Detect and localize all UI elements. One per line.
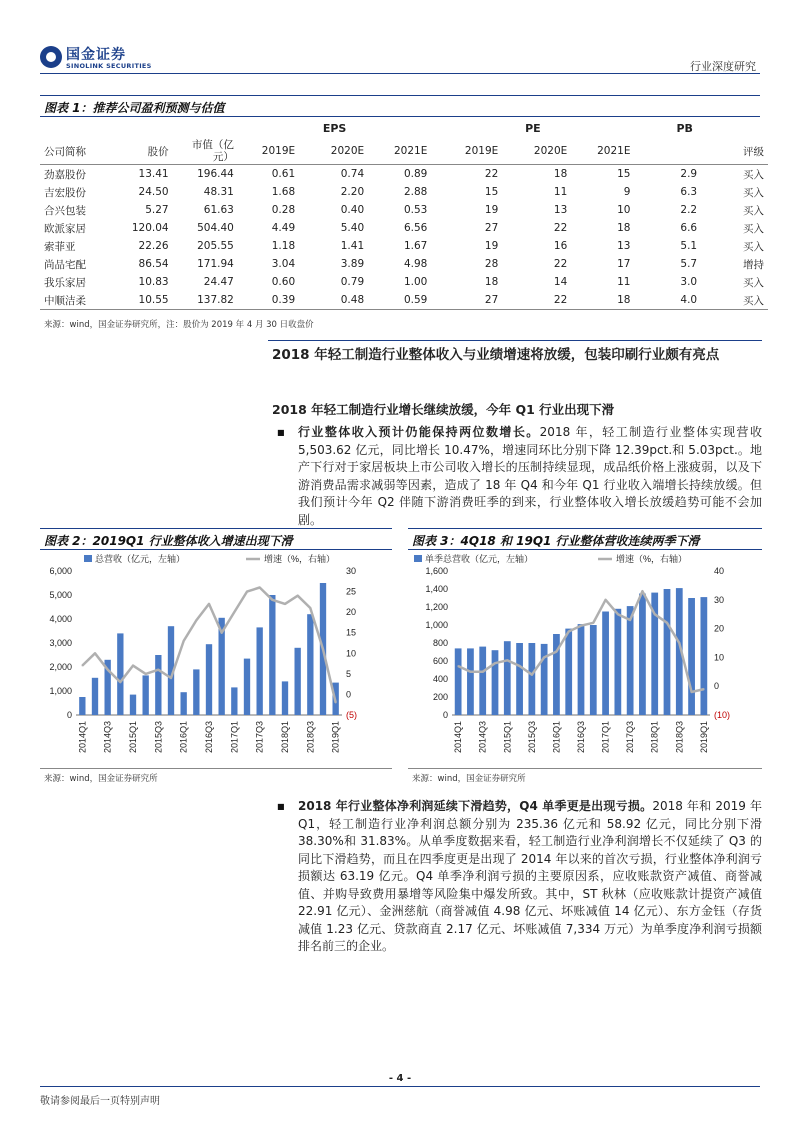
bar [130, 695, 136, 715]
y-right-tick-label: 30 [714, 594, 725, 605]
x-tick-label: 2018Q3 [305, 721, 316, 754]
table-cell: 61.63 [203, 204, 234, 216]
y-left-tick-label: 0 [66, 710, 72, 720]
col-header: 2021E [597, 145, 631, 157]
group-eps: EPS [322, 121, 347, 135]
table-row [40, 255, 768, 273]
table-row [40, 273, 768, 291]
table-cell: 0.74 [340, 168, 365, 180]
table-cell: 48.31 [203, 186, 234, 198]
table-cell: 18 [553, 168, 568, 180]
table-cell: 11 [553, 186, 568, 198]
table-cell: 205.55 [197, 240, 234, 252]
growth-point [145, 673, 147, 675]
table-cell: 5.7 [680, 258, 698, 270]
table-cell: 0.39 [271, 294, 296, 306]
company-name: 索菲亚 [44, 240, 76, 253]
table1-title: 图表 1：推荐公司盈利预测与估值 [44, 101, 225, 115]
bar [664, 589, 671, 715]
bar [627, 606, 634, 715]
bar [492, 650, 499, 715]
bar [578, 624, 585, 715]
table-row [40, 237, 768, 255]
bar [504, 641, 511, 715]
bar [700, 597, 707, 715]
growth-point [556, 651, 558, 653]
growth-point [506, 659, 508, 661]
bar [295, 648, 301, 715]
table-cell: 27 [484, 294, 499, 306]
table-cell: 18 [617, 294, 631, 306]
growth-point [592, 622, 594, 624]
bar [516, 643, 523, 715]
table-cell: 4.0 [680, 294, 698, 306]
col-header: 2019E [464, 145, 499, 157]
header-rule [40, 73, 760, 74]
table-cell: 14 [553, 276, 568, 288]
y-left-tick-label: 200 [432, 692, 448, 702]
y-right-tick-label: 10 [346, 648, 357, 659]
bar [614, 609, 621, 715]
table-cell: 4.49 [271, 222, 296, 234]
growth-point [678, 642, 680, 644]
x-tick-label: 2014Q3 [477, 721, 488, 754]
table-cell: 17 [617, 258, 631, 270]
growth-point [654, 613, 656, 615]
table-row [40, 165, 768, 184]
bar [541, 644, 548, 715]
page-number: - 4 - [388, 1073, 412, 1084]
col-header: 公司简称 [44, 145, 86, 158]
growth-point [519, 665, 521, 667]
growth-point [494, 662, 496, 664]
chart2-source: 来源：wind，国金证券研究所 [44, 774, 158, 784]
x-tick-label: 2016Q3 [576, 721, 586, 754]
x-tick-label: 2015Q3 [153, 721, 164, 754]
table-cell: 1.41 [340, 240, 365, 252]
growth-point [666, 622, 668, 624]
x-tick-label: 2017Q3 [254, 721, 265, 754]
table-column-header [40, 138, 768, 165]
disclaimer-note: 敬请参阅最后一页特别声明 [40, 1096, 160, 1107]
paragraph-lead: 2018 年行业整体净利润延续下滑趋势，Q4 单季更是出现亏损。 [298, 799, 653, 813]
legend-label: 增速（%，右轴） [616, 554, 688, 564]
y-left-tick-label: 1,400 [425, 584, 448, 594]
table-cell: 2.2 [680, 204, 698, 216]
growth-point [310, 607, 312, 609]
group-pe: PE [525, 121, 541, 135]
growth-point [322, 648, 324, 650]
table-cell: 2.20 [340, 186, 365, 198]
y-left-tick-label: 1,000 [49, 686, 72, 696]
bar [79, 697, 85, 715]
y-left-tick-label: 800 [432, 638, 448, 648]
section-rule [268, 340, 762, 341]
paragraph-body: 2018 年和 2019 年 Q1，轻工制造行业净利润总额分别为 235.36 亿元和 58.92 亿元，同比分别下滑 38.30%和 31.83%。从单季度数据来看，轻工制造行业净利润增长不仅延续了 Q3 的同比下滑趋势，而且在四季度更是出现了 2014 年以来的首次亏损，行业整体净利润亏损额达 63.19 亿元。Q4 单季净利润亏损的主要原因系，应收账款资产减值、商誉减值、并购导致费用暴增等风险集中爆发所致。其中，ST 秋林（应收账款计提资产减值 22.91 亿元）、金洲慈航（商誉减值 4.98 亿元、坏账减值 14 亿元）、东方金钰（存货减值 1.23 亿元、贷款商直 2.17 亿元、坏账减值 7,334 万元）为单季度净利润亏损额排名前三的企业。 [298, 799, 762, 953]
table-cell: 5.40 [340, 222, 365, 234]
table-cell: 22 [553, 294, 568, 306]
growth-point [246, 591, 248, 593]
x-tick-label: 2014Q1 [77, 721, 88, 754]
rating-cell: 买入 [743, 186, 764, 199]
x-tick-label: 2015Q1 [128, 721, 138, 754]
col-header: 2020E [330, 145, 365, 157]
table-cell: 0.89 [403, 168, 428, 180]
col-header: 市值（亿元） [191, 139, 234, 163]
table-cell: 0.28 [271, 204, 296, 216]
table-row [40, 183, 768, 201]
table-cell: 4.98 [403, 258, 428, 270]
table-cell: 3.04 [271, 258, 296, 270]
table-cell: 3.0 [680, 276, 698, 288]
table-cell: 11 [617, 276, 631, 288]
bar [193, 669, 199, 715]
growth-point [335, 702, 337, 704]
growth-point [482, 671, 484, 673]
table-cell: 2.9 [680, 168, 698, 180]
x-tick-label: 2016Q3 [204, 721, 214, 754]
bar [528, 643, 535, 715]
table-row [40, 201, 768, 219]
table-cell: 27 [484, 222, 499, 234]
table-cell: 22.26 [138, 240, 169, 252]
bar [181, 692, 187, 715]
table-cell: 171.94 [197, 258, 234, 270]
col-header: 2020E [533, 145, 568, 157]
table-group-header [40, 118, 768, 138]
bar [467, 648, 474, 715]
table-cell: 28 [484, 258, 499, 270]
col-header: 评级 [743, 145, 764, 158]
x-tick-label: 2015Q1 [502, 721, 513, 754]
company-name: 吉宏股份 [44, 186, 86, 199]
paragraph-body: 2018 年，轻工制造行业整体实现营收 5,503.62 亿元，同比增长 10.47%，增速同环比分别下降 12.39pct.和 5.03pct.。地产下行对于家居板块上市公司收入增长的压制持续显现，成品纸价格上涨疲弱，以及下游消费品需求减弱等因素，造成了 18 年 Q4 和今年 Q1 行业收入端增长持续放缓。但我们预计今年 Q2 伴随下游消费旺季的到来，行业整体收入增长放缓趋势可能不会加剧。 [298, 425, 762, 527]
growth-point [208, 603, 210, 605]
table-cell: 86.54 [138, 258, 169, 270]
y-left-tick-label: 400 [432, 674, 448, 684]
group-pb: PB [676, 121, 693, 135]
chart3-title: 图表 3：4Q18 和 19Q1 行业整体营收连续两季下滑 [412, 534, 700, 548]
table-cell: 10.55 [138, 294, 169, 306]
legend-label: 总营收（亿元，左轴） [95, 554, 186, 564]
table-cell: 13.41 [138, 168, 169, 180]
table-cell: 15 [617, 168, 631, 180]
table-cell: 13 [617, 240, 631, 252]
x-tick-label: 2019Q1 [330, 721, 341, 754]
x-tick-label: 2014Q3 [102, 721, 113, 754]
y-left-tick-label: 0 [442, 710, 448, 720]
bar [92, 678, 98, 715]
y-left-tick-label: 5,000 [49, 590, 72, 600]
y-left-tick-label: 2,000 [49, 662, 72, 672]
company-name: 合兴包装 [44, 204, 86, 217]
x-tick-label: 2017Q1 [600, 721, 611, 754]
table-cell: 6.56 [403, 222, 428, 234]
chart3-top-rule [408, 528, 762, 529]
y-right-tick-label: 20 [714, 623, 725, 634]
growth-point [629, 619, 631, 621]
bar [602, 612, 609, 716]
chart-quarterly-revenue [408, 551, 762, 765]
subsection-heading: 2018 年轻工制造行业增长继续放缓，今年 Q1 行业出现下滑 [272, 402, 615, 417]
y-left-tick-label: 1,200 [425, 602, 448, 612]
x-tick-label: 2015Q3 [526, 721, 537, 754]
growth-point [568, 631, 570, 633]
table-cell: 0.40 [340, 204, 365, 216]
chart3-source: 来源：wind，国金证券研究所 [412, 774, 526, 784]
bullet-icon: ■ [277, 428, 285, 437]
paragraph-lead: 行业整体收入预计仍能保持两位数增长。 [298, 425, 540, 439]
y-right-tick-label: 15 [346, 627, 357, 638]
legend-swatch-bar [84, 555, 92, 562]
y-right-tick-label: 5 [346, 668, 352, 679]
bullet-icon: ■ [277, 802, 285, 811]
table-cell: 3.89 [340, 258, 365, 270]
chart2-title-rule [40, 549, 392, 550]
report-type: 行业深度研究 [690, 60, 756, 73]
table-cell: 13 [553, 204, 568, 216]
y-left-tick-label: 1,000 [425, 620, 448, 630]
growth-point [543, 657, 545, 659]
y-right-tick-label: (10) [714, 710, 731, 720]
x-tick-label: 2018Q1 [280, 721, 290, 754]
table-cell: 2.88 [403, 186, 428, 198]
rating-cell: 增持 [743, 258, 764, 271]
growth-point [196, 620, 198, 622]
bar [117, 633, 123, 715]
company-name: 我乐家居 [44, 276, 86, 289]
legend-label: 增速（%，右轴） [264, 554, 336, 564]
bar [231, 687, 237, 715]
bar [479, 647, 486, 715]
col-header: 2019E [261, 145, 296, 157]
growth-point [272, 599, 274, 601]
y-right-tick-label: 40 [714, 566, 725, 576]
table-cell: 18 [617, 222, 631, 234]
growth-point [183, 640, 185, 642]
growth-point [703, 688, 705, 690]
bar [590, 625, 597, 715]
bar [639, 594, 646, 716]
bar [143, 675, 149, 715]
rating-cell: 买入 [743, 204, 764, 217]
table-row [40, 219, 768, 237]
legend-label: 单季总营收（亿元，左轴） [425, 554, 534, 564]
table1-top-rule [40, 95, 760, 96]
table-cell: 1.00 [403, 276, 428, 288]
x-tick-label: 2014Q1 [453, 721, 464, 754]
table1-source: 来源：wind，国金证券研究所，注：股价为 2019 年 4 月 30 日收盘价 [44, 320, 314, 330]
bar [455, 648, 462, 715]
table-cell: 0.60 [271, 276, 296, 288]
bar [269, 595, 275, 715]
rating-cell: 买入 [743, 222, 764, 235]
valuation-table [40, 118, 768, 310]
chart2-title: 图表 2：2019Q1 行业整体收入增速出现下滑 [44, 534, 293, 548]
table-cell: 1.68 [271, 186, 296, 198]
y-right-tick-label: 30 [346, 566, 357, 576]
bar [282, 681, 288, 715]
table-cell: 18 [484, 276, 499, 288]
table-cell: 24.50 [138, 186, 169, 198]
bar [155, 655, 161, 715]
y-right-tick-label: 10 [714, 652, 725, 663]
rating-cell: 买入 [743, 168, 764, 181]
growth-point [297, 595, 299, 597]
x-tick-label: 2017Q3 [625, 721, 636, 754]
table-cell: 19 [484, 204, 499, 216]
table-cell: 196.44 [197, 168, 234, 180]
table-cell: 0.53 [403, 204, 428, 216]
table-cell: 24.47 [203, 276, 234, 288]
growth-point [82, 665, 84, 667]
col-header: 2021E [393, 145, 428, 157]
table-cell: 22 [553, 258, 568, 270]
bar [257, 627, 263, 715]
logo-subtext: SINOLINK SECURITIES [66, 62, 152, 70]
growth-point [234, 611, 236, 613]
growth-point [642, 590, 644, 592]
table-cell: 10.83 [138, 276, 169, 288]
bar [244, 659, 250, 715]
table-cell: 0.79 [340, 276, 365, 288]
table-cell: 1.18 [271, 240, 296, 252]
footer-rule [40, 1086, 760, 1087]
chart3-title-rule [408, 549, 762, 550]
table-cell: 0.48 [340, 294, 365, 306]
table-cell: 9 [623, 186, 631, 198]
logo-icon [40, 46, 62, 68]
growth-point [221, 632, 223, 634]
growth-point [605, 599, 607, 601]
x-tick-label: 2019Q1 [698, 721, 709, 754]
growth-point [259, 587, 261, 589]
company-name: 中顺洁柔 [44, 294, 86, 307]
company-name: 欧派家居 [44, 222, 86, 235]
logo-text: 国金证券 [66, 47, 126, 63]
growth-point [107, 669, 109, 671]
growth-point [691, 691, 693, 693]
legend-swatch-bar [414, 555, 422, 562]
y-right-tick-label: (5) [346, 710, 357, 720]
growth-point [470, 671, 472, 673]
bar [206, 644, 212, 715]
growth-point [580, 625, 582, 627]
y-left-tick-label: 6,000 [49, 566, 72, 576]
x-tick-label: 2016Q1 [551, 721, 562, 754]
growth-point [94, 652, 96, 654]
rating-cell: 买入 [743, 276, 764, 289]
growth-point [531, 674, 533, 676]
table-cell: 19 [484, 240, 499, 252]
table-cell: 6.3 [680, 186, 698, 198]
y-right-tick-label: 25 [346, 586, 357, 597]
paragraph-profit [298, 798, 762, 956]
chart-revenue-growth [40, 551, 392, 765]
table-cell: 22 [484, 168, 499, 180]
growth-point [457, 665, 459, 667]
bar [565, 629, 572, 715]
table-cell: 10 [617, 204, 631, 216]
table-cell: 1.67 [403, 240, 428, 252]
growth-point [284, 603, 286, 605]
y-left-tick-label: 3,000 [49, 638, 72, 648]
chart3-bottom-rule [408, 768, 762, 769]
y-right-tick-label: 0 [346, 689, 352, 700]
table-cell: 0.61 [271, 168, 296, 180]
table-cell: 15 [484, 186, 499, 198]
chart2-top-rule [40, 528, 392, 529]
y-right-tick-label: 20 [346, 607, 357, 618]
section-heading: 2018 年轻工制造行业整体收入与业绩增速将放缓，包装印刷行业颇有亮点 [272, 347, 720, 363]
table-cell: 6.6 [680, 222, 698, 234]
x-tick-label: 2018Q3 [674, 721, 685, 754]
rating-cell: 买入 [743, 240, 764, 253]
table-cell: 0.59 [403, 294, 428, 306]
table-cell: 137.82 [197, 294, 234, 306]
y-left-tick-label: 1,600 [425, 566, 448, 576]
growth-point [170, 677, 172, 679]
company-name: 尚品宅配 [44, 258, 86, 271]
paragraph-revenue [298, 424, 762, 529]
col-header: 股价 [147, 145, 169, 158]
table-cell: 5.1 [680, 240, 698, 252]
growth-point [617, 613, 619, 615]
rating-cell: 买入 [743, 294, 764, 307]
table-cell: 22 [553, 222, 568, 234]
growth-point [158, 669, 160, 671]
growth-point [132, 665, 134, 667]
bar [307, 614, 313, 715]
table-cell: 504.40 [197, 222, 234, 234]
bar [688, 598, 695, 715]
y-right-tick-label: 0 [714, 681, 720, 692]
table-cell: 16 [553, 240, 568, 252]
x-tick-label: 2017Q1 [229, 721, 240, 754]
chart2-bottom-rule [40, 768, 392, 769]
table1-title-rule [40, 116, 760, 117]
table-cell: 5.27 [145, 204, 169, 216]
company-name: 劲嘉股份 [44, 168, 86, 181]
x-tick-label: 2018Q1 [649, 721, 660, 754]
table-cell: 120.04 [131, 222, 169, 234]
y-left-tick-label: 4,000 [49, 614, 72, 624]
y-left-tick-label: 600 [432, 656, 448, 666]
x-tick-label: 2016Q1 [178, 721, 189, 754]
col-header [634, 138, 701, 165]
growth-point [120, 681, 122, 683]
table-row [40, 291, 768, 310]
